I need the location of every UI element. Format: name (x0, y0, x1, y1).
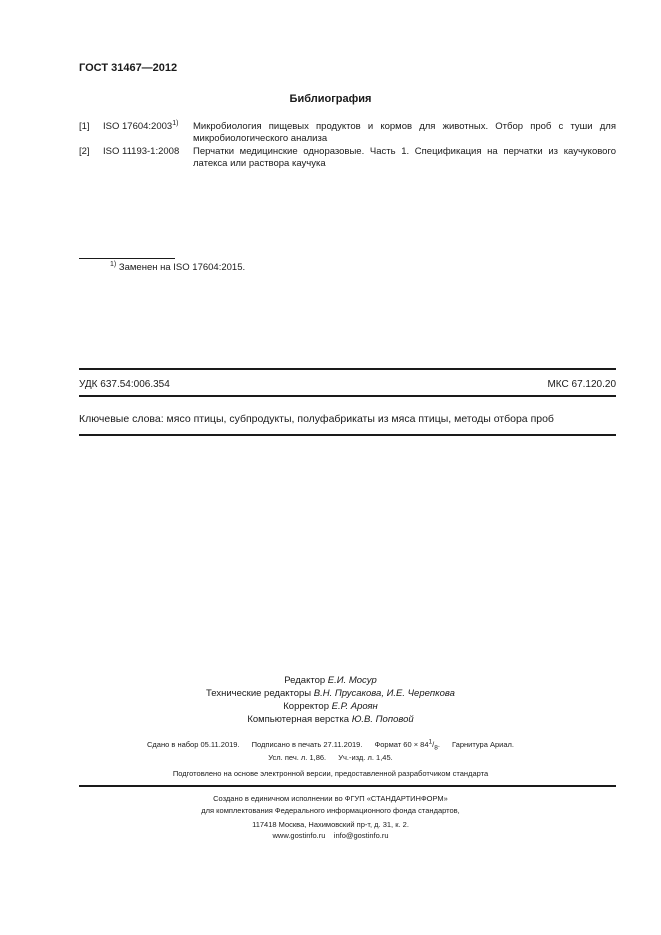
udk-code: УДК 637.54:006.354 (79, 379, 170, 390)
imprint-address: 117418 Москва, Нахимовский пр-т, д. 31, к. 2. (252, 820, 409, 829)
tech-editors-line: Технические редакторы В.Н. Прусакова, И.Е. Черепкова (206, 688, 455, 699)
footnote-marker: 1) (110, 260, 117, 268)
keywords: Ключевые слова: мясо птицы, субпродукты, полуфабрикаты из мяса птицы, методы отбора проб (79, 413, 554, 425)
divider-top (79, 368, 616, 370)
entry-reference: ISO 11193-1:2008 (103, 146, 180, 157)
publishing-details: Сдано в набор 05.11.2019. Подписано в печать 27.11.2019. Формат $60 \times 84^1/_8$. Гарнитура Ариал. (147, 738, 514, 752)
divider-imprint (79, 785, 616, 787)
bibliography-entry (79, 146, 616, 170)
layout-line: Компьютерная верстка Ю.В. Поповой (247, 714, 414, 725)
imprint-line: для комплектования Федерального информационного фонда стандартов, (201, 806, 460, 815)
format: Формат $60 \times 84^1/_8$. (374, 738, 440, 752)
entry-reference: ISO 17604:2003$^{1)}$ (103, 119, 179, 132)
editor-line: Редактор Е.И. Мосур (284, 675, 377, 686)
divider-middle (79, 395, 616, 397)
document-code: ГОСТ 31467—2012 (79, 62, 178, 74)
imprint-line: Создано в единичном исполнении во ФГУП «СТАНДАРТИНФОРМ» (213, 794, 448, 803)
footnote-divider (79, 258, 175, 259)
publishing-sheets: Усл. печ. л. 1,86. Уч.-изд. л. 1,45. (268, 753, 393, 762)
entry-number: [1] (79, 121, 90, 132)
entry-title: Микробиология пищевых продуктов и кормов для животных. Отбор проб с туши для микробиологического анализа (193, 121, 616, 144)
website-link[interactable]: www.gostinfo.ru (272, 831, 326, 840)
prepared-note: Подготовлено на основе электронной версии, предоставленной разработчиком стандарта (172, 769, 489, 778)
entry-number: [2] (79, 146, 90, 157)
corrector-line: Корректор Е.Р. Ароян (283, 701, 378, 712)
footnote-marker: 1) (172, 119, 179, 127)
mks-code: МКС 67.120.20 (547, 379, 616, 390)
email-link[interactable]: info@gostinfo.ru (333, 831, 389, 840)
imprint-contacts (0, 831, 661, 840)
credits-block (0, 675, 661, 727)
divider-bottom (79, 434, 616, 436)
entry-title: Перчатки медицинские одноразовые. Часть 1. Спецификация на перчатки из каучукового латекса или раствора каучука (193, 146, 616, 169)
bibliography-entry (79, 121, 616, 145)
bibliography-title: Библиография (289, 93, 372, 105)
footnote-text: Заменен на ISO 17604:2015. (118, 262, 246, 273)
footnote (110, 262, 245, 273)
